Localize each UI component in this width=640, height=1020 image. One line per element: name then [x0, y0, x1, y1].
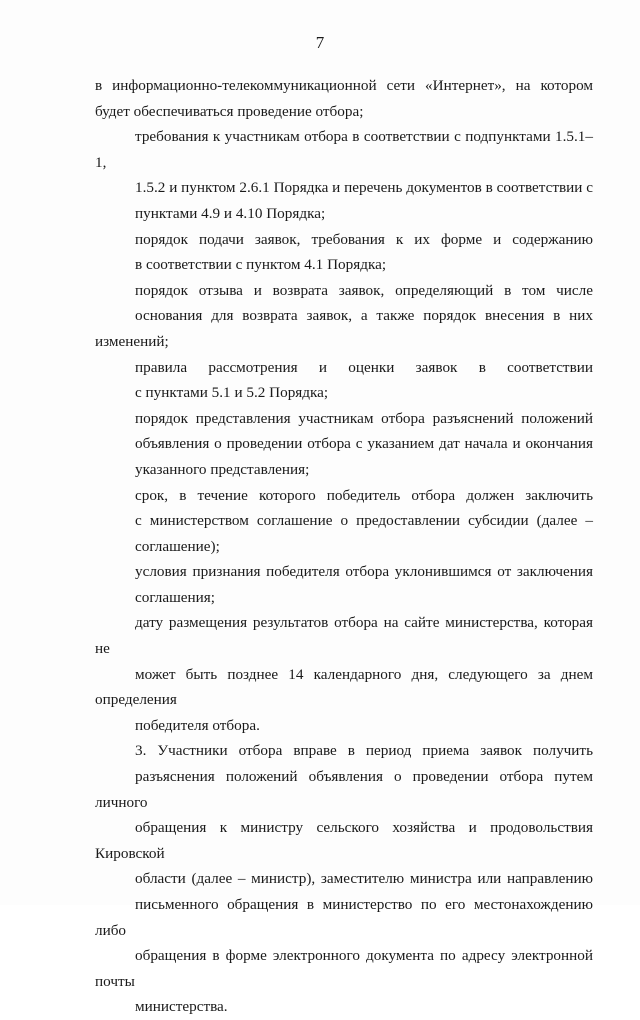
paragraph: [95, 559, 593, 610]
text-line: соглашение);: [135, 537, 220, 555]
text-line: указанного представления;: [135, 460, 310, 478]
paragraph: [95, 355, 593, 406]
text-line: порядок представления участникам отбора разъяснений положений: [135, 409, 593, 427]
text-line: обращения к министру сельского хозяйства и продовольствия Кировской: [95, 819, 593, 862]
paragraph: [95, 738, 593, 1020]
text-line: области (далее – министр), заместителю министра или направлению: [135, 870, 593, 888]
text-line: требования к участникам отбора в соответствии с подпунктами 1.5.1–1,: [95, 128, 593, 171]
text-line: условия признания победителя отбора уклонившимся от заключения: [135, 563, 593, 581]
text-line: порядок подачи заявок, требования к их форме и содержанию: [135, 230, 593, 248]
text-line: с пунктами 5.1 и 5.2 Порядка;: [135, 384, 329, 402]
paragraph: [95, 73, 593, 124]
paragraph: [95, 124, 593, 226]
text-line: правила рассмотрения и оценки заявок в соответствии: [135, 358, 593, 376]
text-line: пунктами 4.9 и 4.10 Порядка;: [135, 204, 326, 222]
text-line: 3. Участники отбора вправе в период приема заявок получить: [135, 742, 593, 760]
text-line: основания для возврата заявок, а также порядок внесения в них изменений;: [95, 307, 593, 350]
text-line: дату размещения результатов отбора на сайте министерства, которая не: [95, 614, 593, 658]
paragraph: [95, 227, 593, 278]
text-line: письменного обращения в министерство по его местонахождению либо: [95, 896, 593, 939]
document-body: [95, 73, 593, 1020]
text-line: обращения в форме электронного документа по адресу электронной почты: [95, 947, 593, 990]
text-line: 1.5.2 и пунктом 2.6.1 Порядка и перечень документов в соответствии с: [135, 179, 593, 197]
paragraph: [95, 610, 593, 738]
paragraph: [95, 406, 593, 483]
text-line: с министерством соглашение о предоставлении субсидии (далее –: [135, 512, 593, 530]
text-line: объявления о проведении отбора с указанием дат начала и окончания: [135, 435, 593, 453]
text-line: будет обеспечиваться проведение отбора;: [95, 102, 364, 120]
text-line: министерства.: [135, 998, 228, 1016]
text-line: может быть позднее 14 календарного дня, следующего за днем определения: [95, 665, 593, 709]
paragraph: [95, 483, 593, 560]
page-number: 7: [315, 33, 325, 52]
text-line: победителя отбора.: [135, 716, 260, 734]
text-line: в информационно-телекоммуникационной сети «Интернет», на котором: [95, 77, 593, 94]
text-line: соглашения;: [135, 588, 216, 606]
text-line: разъяснения положений объявления о проведении отбора путем личного: [95, 768, 593, 811]
text-line: срок, в течение которого победитель отбора должен заключить: [135, 486, 593, 504]
paragraph: [95, 278, 593, 355]
text-line: порядок отзыва и возврата заявок, определяющий в том числе: [135, 281, 593, 299]
text-line: в соответствии с пунктом 4.1 Порядка;: [135, 256, 387, 274]
